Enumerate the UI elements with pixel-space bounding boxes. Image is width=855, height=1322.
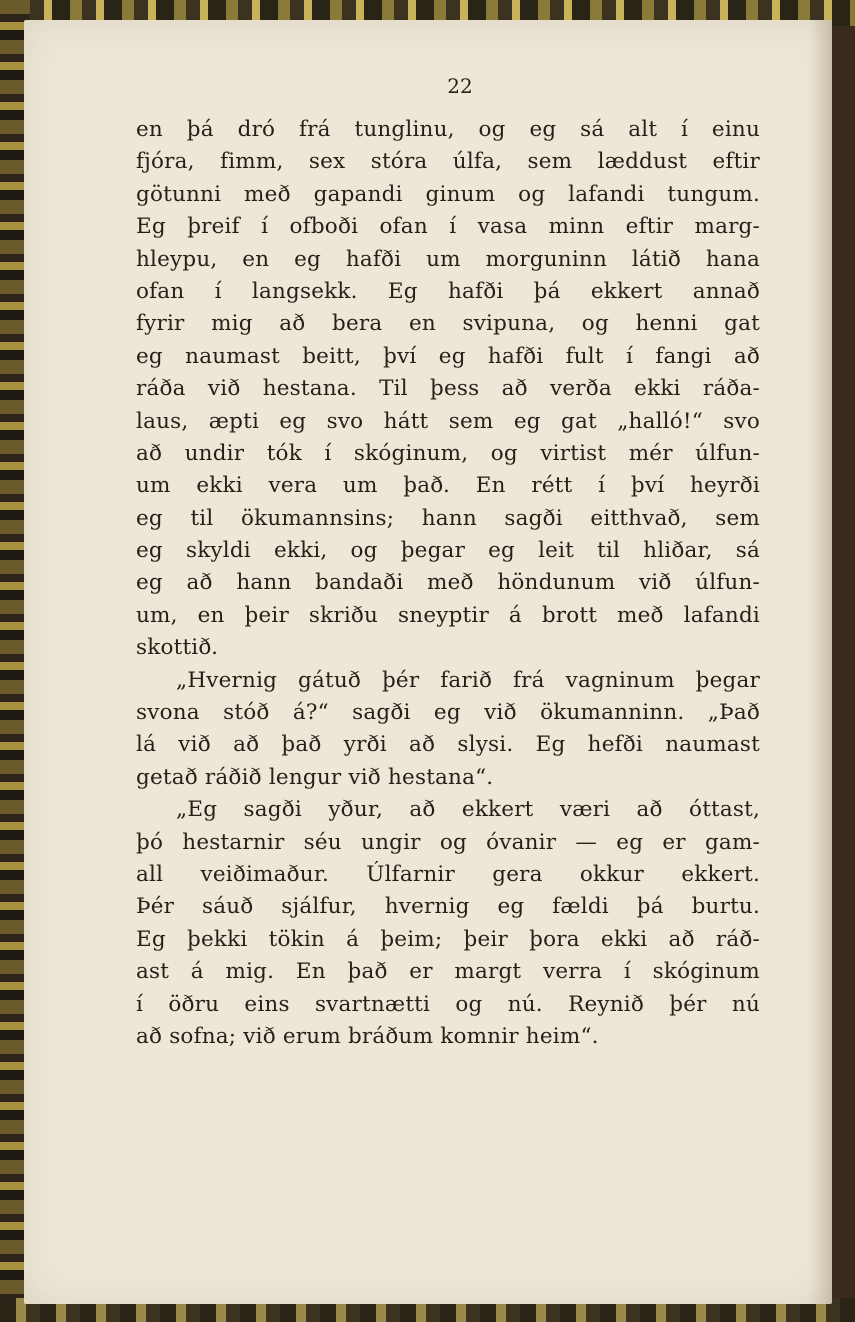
text-line: ast á mig. En það er margt verra í skóginum xyxy=(136,959,760,985)
page-number: 22 xyxy=(447,74,473,98)
text-line: Eg þreif í ofboði ofan í vasa minn eftir marg- xyxy=(136,214,760,240)
text-line: eg skyldi ekki, og þegar eg leit til hliðar, sá xyxy=(136,538,760,564)
text-line: Eg þekki tökin á þeim; þeir þora ekki að ráð- xyxy=(136,926,760,952)
text-line: ofan í langsekk. Eg hafði þá ekkert annað xyxy=(136,278,760,304)
text-line: skottið. xyxy=(136,635,219,661)
text-line: svona stóð á?“ sagði eg við ökumanninn. „Það xyxy=(136,700,760,726)
text-line: eg naumast beitt, því eg hafði fult í fangi að xyxy=(136,343,760,369)
text-line: getað ráðið lengur við hestana“. xyxy=(136,764,494,790)
text-line: all veiðimaður. Úlfarnir gera okkur ekkert. xyxy=(136,861,760,887)
text-line: laus, æpti eg svo hátt sem eg gat „halló!“ svo xyxy=(136,408,760,434)
text-line: að sofna; við erum bráðum komnir heim“. xyxy=(136,1023,599,1049)
text-line: fyrir mig að bera en svipuna, og henni gat xyxy=(136,311,760,337)
text-line: „Hvernig gátuð þér farið frá vagninum þegar xyxy=(176,667,760,693)
text-line: götunni með gapandi ginum og lafandi tungum. xyxy=(136,181,760,207)
text-line: „Eg sagði yður, að ekkert væri að óttast, xyxy=(176,797,760,823)
text-line: þó hestarnir séu ungir og óvanir — eg er gam- xyxy=(136,829,760,855)
text-line: eg til ökumannsins; hann sagði eitthvað, sem xyxy=(136,505,760,531)
text-line: um, en þeir skriðu sneyptir á brott með lafandi xyxy=(136,602,760,628)
text-line: fjóra, fimm, sex stóra úlfa, sem læddust eftir xyxy=(136,149,760,175)
body-text xyxy=(136,114,760,1053)
text-line: um ekki vera um það. En rétt í því heyrði xyxy=(136,473,760,499)
text-line: en þá dró frá tunglinu, og eg sá alt í einu xyxy=(136,117,760,142)
text-line: Þér sáuð sjálfur, hvernig eg fældi þá burtu. xyxy=(136,894,760,920)
page-gutter-shadow xyxy=(810,20,832,1304)
text-line: eg að hann bandaði með höndunum við úlfun- xyxy=(136,570,760,596)
text-line: ráða við hestana. Til þess að verða ekki ráða- xyxy=(136,376,760,402)
text-line: að undir tók í skóginum, og virtist mér úlfun- xyxy=(136,440,760,466)
text-line: hleypu, en eg hafði um morguninn látið hana xyxy=(136,246,760,272)
text-line: í öðru eins svartnætti og nú. Reynið þér nú xyxy=(136,991,760,1017)
text-line: lá við að það yrði að slysi. Eg hefði naumast xyxy=(136,732,760,758)
